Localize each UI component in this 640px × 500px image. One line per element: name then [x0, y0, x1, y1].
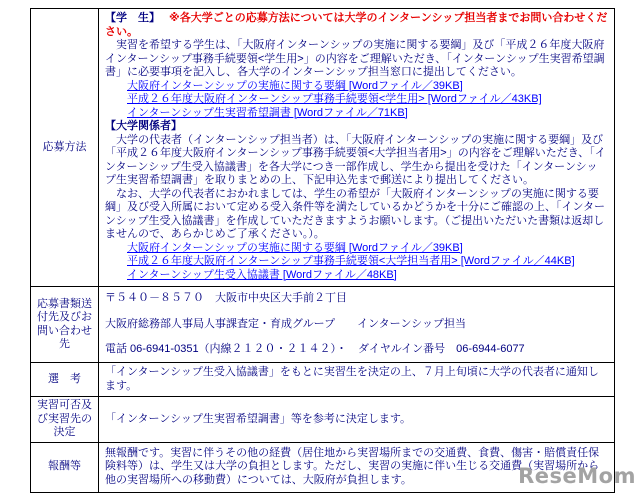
university-instructions-paragraph-2: なお、大学の代表者におかれましては、学生の希望が「大阪府インターンシップの実施に関する要綱」及び受入所属において定める受入条件等を満たしているかどうかを十分にご確認の上、「インターンシップ生受入協議書」を作成していただきますようお願いします。（ご提出いただいた書類は返却しませんので、あらかじめご了承ください。）。: [105, 187, 606, 240]
student-section-heading: 【学 生】: [105, 12, 160, 24]
resemom-watermark: [518, 464, 636, 488]
row-label-training-decision: 実習可否及び実習先の決定: [31, 397, 99, 443]
row-selection: [31, 363, 615, 397]
row-training-decision: [31, 397, 615, 443]
contact-department: 大阪府総務部人事局人事課査定・育成グループ インターンシップ担当: [105, 317, 466, 330]
training-decision-cell: 「インターンシップ生実習希望調書」等を参考に決定します。: [99, 397, 615, 443]
row-label-compensation: 報酬等: [31, 442, 99, 492]
contact-cell: [99, 287, 615, 363]
internship-info-table: [30, 8, 615, 493]
row-contact: [31, 287, 615, 363]
contact-postal-address: 〒５４０－８５７０ 大阪市中央区大手前２丁目: [105, 292, 347, 305]
application-method-cell: [99, 9, 615, 287]
student-download-links: [105, 80, 608, 121]
student-instructions-paragraph: 実習を希望する学生は、「大阪府インターンシップの実施に関する要綱」及び「平成２６年度大阪府インターンシップ事務手続要領<学生用>」の内容をご理解いただき、「インターンシップ生実習希望調書」に必要事項を記入し、各大学のインターンシップ担当窓口に提出してください。: [105, 39, 605, 78]
university-download-links: [105, 242, 608, 283]
contact-phone: 電話 06-6941-0351（内線２１２０・２１４２）・ ダイヤルイン番号 06-6944-6077: [105, 343, 525, 356]
row-label-selection: 選 考: [31, 363, 99, 397]
link-procedures-manual-student[interactable]: 平成２６年度大阪府インターンシップ事務手続要領<学生用> [Wordファイル／43KB]: [127, 93, 542, 105]
row-label-application-method: 応募方法: [31, 9, 99, 287]
university-instructions-paragraph-1: 大学の代表者（インターンシップ担当者）は、「大阪府インターンシップの実施に関する要綱」及び「平成２６年度大阪府インターンシップ事務手続要領<大学担当者用>」の内容をご理解いただき、「インターンシップ生受入協議書」を各大学につき一部作成し、学生から提出を受けた「インターンシップ生実習希望調書」を取りまとめの上、下記申込先まで郵送により提出してください。: [105, 133, 606, 186]
resemom-logo-text: ReseMom: [518, 464, 636, 488]
row-application-method: [31, 9, 615, 287]
link-implementation-guidelines-student[interactable]: 大阪府インターンシップの実施に関する要綱 [Wordファイル／39KB]: [127, 79, 463, 92]
row-label-contact: 応募書類送付先及びお問い合わせ先: [31, 287, 99, 363]
link-acceptance-agreement-form[interactable]: インターンシップ生受入協議書 [Wordファイル／48KB]: [127, 268, 397, 281]
link-training-request-form[interactable]: インターンシップ生実習希望調書 [Wordファイル／71KB]: [127, 106, 408, 119]
link-procedures-manual-university[interactable]: 平成２６年度大阪府インターンシップ事務手続要領<大学担当者用> [Wordファイル／44KB]: [127, 255, 575, 267]
student-notice-text: ※各大学ごとの応募方法については大学のインターンシップ担当者までお問い合わせください。: [105, 12, 608, 38]
university-section-heading: 【大学関係者】: [105, 120, 182, 132]
compensation-cell: 無報酬です。実習に伴うその他の経費（居住地から実習場所までの交通費、食費、傷害・賠償責任保険料等）は、学生又は大学の負担とします。ただし、実習の実施に伴い生じる交通費（実習場所から他の実習場所への移動費）については、大阪府が負担します。: [99, 442, 615, 492]
student-heading-line: [105, 12, 608, 39]
selection-cell: 「インターンシップ生受入協議書」をもとに実習生を決定の上、７月上旬頃に大学の代表者に通知します。: [99, 363, 615, 397]
link-implementation-guidelines-university[interactable]: 大阪府インターンシップの実施に関する要綱 [Wordファイル／39KB]: [127, 241, 463, 254]
